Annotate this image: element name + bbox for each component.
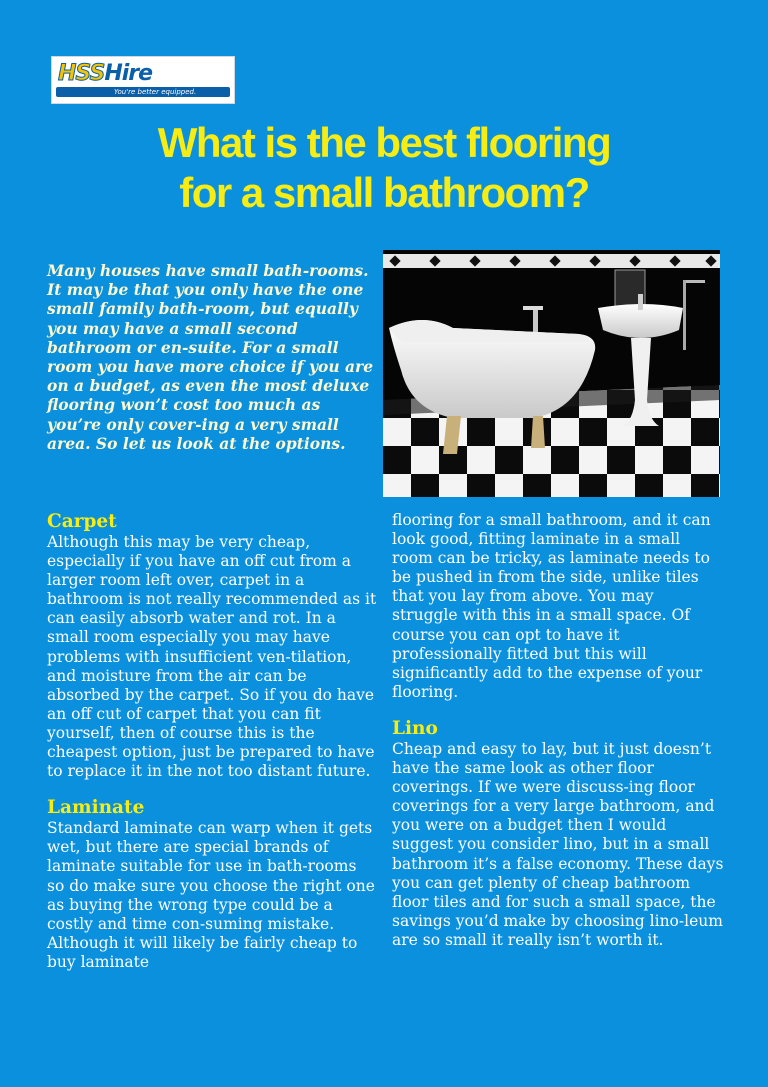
title-line-1: What is the best flooring: [157, 119, 611, 166]
title-line-2: for a small bathroom?: [179, 169, 589, 216]
bathroom-illustration: [383, 250, 720, 497]
intro-paragraph: Many houses have small bath-rooms. It may be that you only have the one small family bath-room, but equally you may have a small second bathroom or en-suite. For a small room you have more choice if you are on a budget, as even the most deluxe flooring won’t cost too much as you’re only cover-ing a very small area. So let us look at the options.: [47, 261, 374, 453]
logo-wordmark: [58, 62, 152, 86]
hss-hire-logo: [51, 56, 235, 104]
heading-lino: Lino: [392, 717, 438, 739]
page-title: [90, 118, 678, 218]
laminate-body: Standard laminate can warp when it gets wet, but there are special brands of laminate suitable for use in bath-rooms so do make sure you choose the right one as buying the wrong type could be a costly and time con-suming mistake. Although it will likely be fairly cheap to buy laminate: [47, 819, 375, 971]
carpet-body: Although this may be very cheap, especially if you have an off cut from a larger room left over, carpet in a bathroom is not really recommended as it can easily absorb water and rot. In a small room especially you may have problems with insufficient ven-tilation, and moisture from the air can be absorbed by the carpet. So if you do have an off cut of carpet that you can fit yourself, then of course this is the cheapest option, just be prepared to have to replace it in the not too distant future.: [47, 533, 377, 781]
heading-carpet: Carpet: [47, 511, 117, 532]
bathroom-photo: [383, 250, 720, 497]
logo-brand-hss: HSS: [58, 61, 105, 86]
laminate-body-continued: flooring for a small bathroom, and it can look good, fitting laminate in a small room can be tricky, as laminate needs to be pushed in from the side, unlike tiles that you lay from above. You may struggle with this in a small space. Of course you can opt to have it professionally fitted but this will significantly add to the expense of your flooring.: [392, 511, 711, 701]
lino-body: Cheap and easy to lay, but it just doesn’t have the same look as other floor coverings. If we were discuss-ing floor coverings for a very large bathroom, and you were on a budget then I would suggest you consider lino, but in a small bathroom it’s a false economy. These days you can get plenty of cheap bathroom floor tiles and for such a small space, the savings you’d make by choosing lino-leum are so small it really isn’t worth it.: [392, 739, 724, 949]
section-gap: [47, 781, 377, 797]
right-column: [392, 511, 724, 950]
logo-brand-hire: Hire: [104, 61, 153, 86]
heading-laminate: Laminate: [47, 797, 145, 819]
section-gap: [392, 702, 724, 718]
left-column: [47, 511, 377, 972]
logo-tagline: You're better equipped.: [114, 88, 197, 96]
